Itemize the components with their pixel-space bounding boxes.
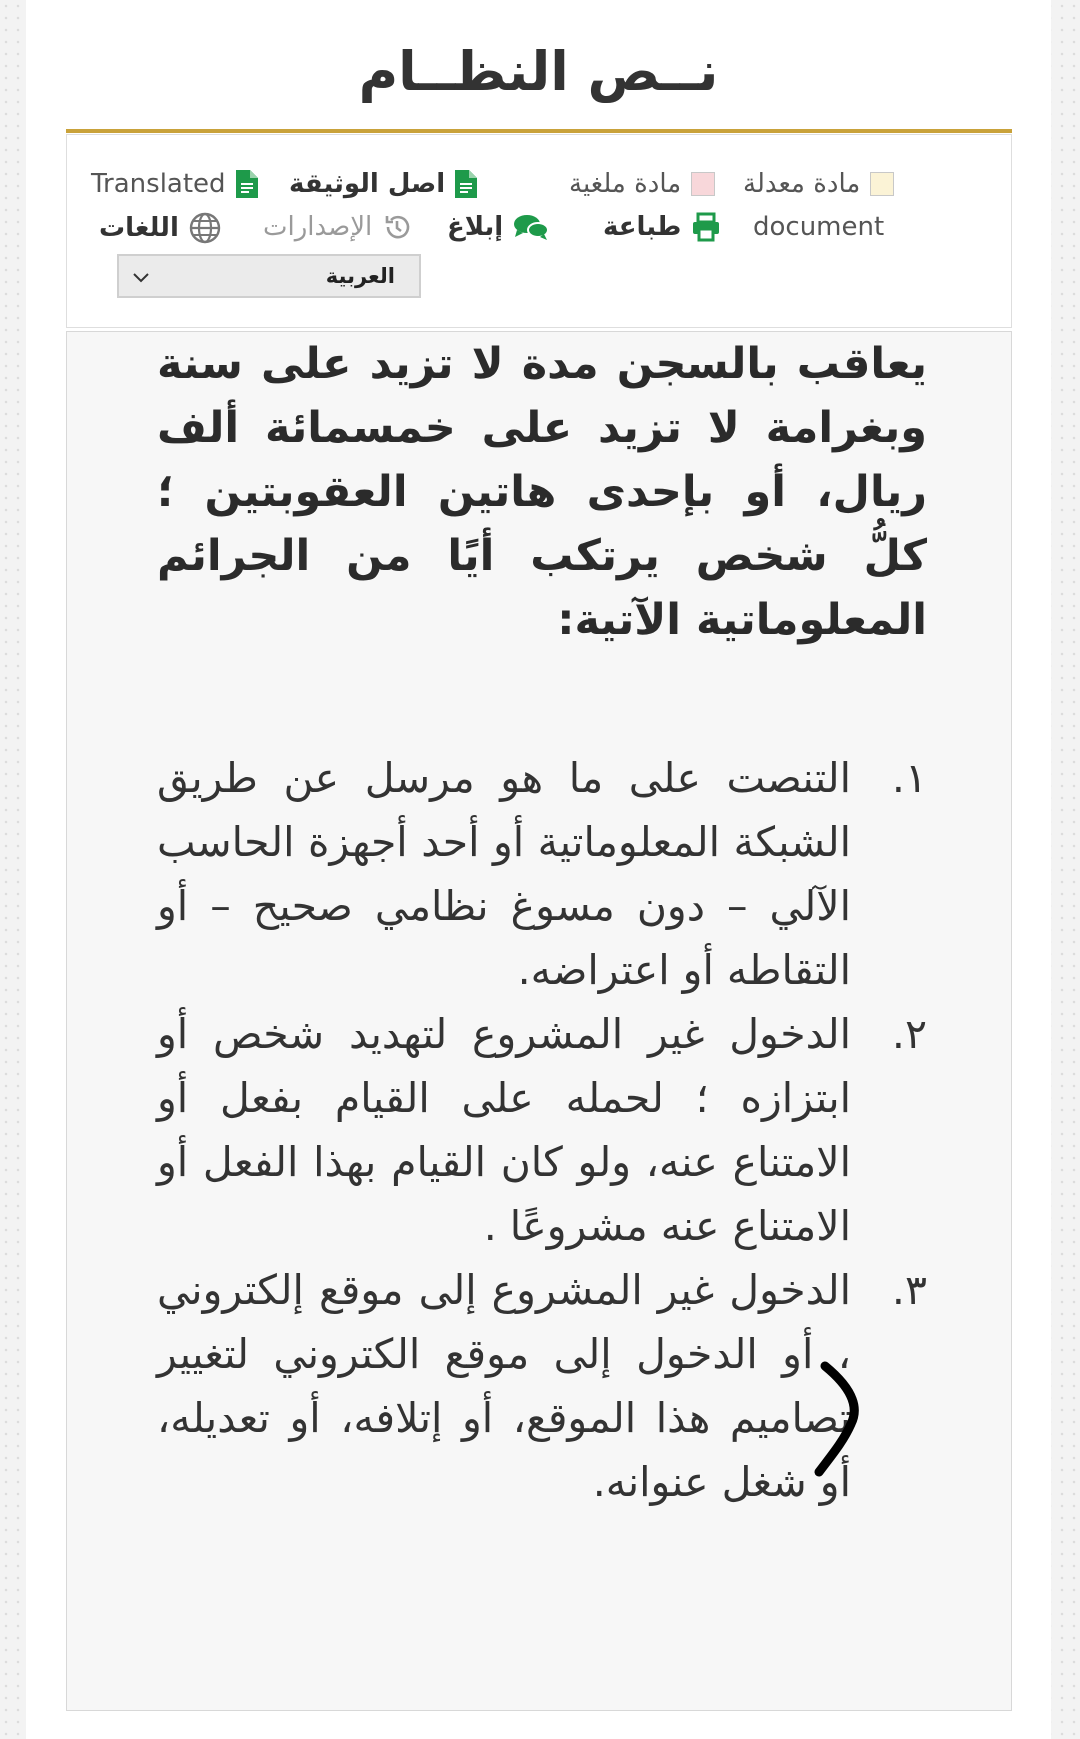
legend-repealed-label: مادة ملغية bbox=[569, 169, 682, 199]
legend-amended-label: مادة معدلة bbox=[743, 169, 861, 199]
list-item bbox=[157, 1002, 927, 1258]
handwritten-bracket-mark bbox=[811, 1360, 871, 1484]
versions-button[interactable] bbox=[263, 212, 412, 242]
translated-label: Translated bbox=[91, 169, 226, 199]
globe-icon bbox=[189, 212, 221, 244]
comments-icon bbox=[513, 213, 549, 241]
chevron-down-icon bbox=[133, 264, 149, 288]
language-select-value: العربية bbox=[325, 264, 395, 288]
languages-label: اللغات bbox=[99, 213, 179, 243]
report-button[interactable] bbox=[447, 212, 549, 242]
versions-label: الإصدارات bbox=[263, 212, 373, 242]
document-label: document bbox=[753, 212, 885, 242]
list-item bbox=[157, 746, 927, 1002]
document-icon bbox=[455, 170, 477, 198]
title-divider bbox=[66, 129, 1012, 133]
printer-icon bbox=[691, 212, 721, 242]
legend-amended bbox=[743, 169, 894, 199]
item-number: ١. bbox=[891, 754, 927, 802]
language-select[interactable] bbox=[117, 254, 421, 298]
document-icon bbox=[236, 170, 258, 198]
item-text: الدخول غير المشروع لتهديد شخص أو ابتزازه ؛ لحمله على القيام بفعل أو الامتناع عنه، ولو كان القيام بهذا الفعل أو الامتناع عنه مشروعًا . bbox=[157, 1010, 851, 1250]
article-content bbox=[66, 331, 1012, 1711]
legend-repealed bbox=[569, 169, 715, 199]
print-button[interactable] bbox=[603, 212, 721, 242]
report-label: إبلاغ bbox=[447, 212, 504, 242]
translated-link[interactable] bbox=[91, 169, 258, 199]
print-label: طباعة bbox=[603, 212, 682, 242]
item-text: التنصت على ما هو مرسل عن طريق الشبكة المعلوماتية أو أحد أجهزة الحاسب الآلي – دون مسوغ نظامي صحيح – أو التقاطه أو اعتراضه. bbox=[157, 754, 851, 994]
item-text: الدخول غير المشروع إلى موقع إلكتروني ، أو الدخول إلى موقع الكتروني لتغيير تصاميم هذا الموقع، أو إتلافه، أو تعديله، أو شغل عنوانه. bbox=[157, 1266, 851, 1506]
history-icon bbox=[382, 212, 412, 242]
article-intro: يعاقب بالسجن مدة لا تزيد على سنة وبغرامة لا تزيد على خمسمائة ألف ريال، أو بإحدى هاتين العقوبتين ؛ كلُّ شخص يرتكب أيًا من الجرائم المعلوماتية الآتية: bbox=[157, 339, 927, 645]
original-document-label: اصل الوثيقة bbox=[289, 169, 446, 199]
document-link[interactable] bbox=[753, 212, 884, 242]
item-number: ٢. bbox=[891, 1010, 927, 1058]
original-document-link[interactable] bbox=[289, 169, 477, 199]
document-toolbar bbox=[66, 134, 1012, 328]
repealed-swatch bbox=[691, 172, 715, 196]
languages-menu[interactable] bbox=[99, 212, 221, 244]
item-number: ٣. bbox=[891, 1266, 927, 1314]
amended-swatch bbox=[870, 172, 894, 196]
page-title: نــص النظــام bbox=[358, 40, 719, 103]
page bbox=[26, 0, 1051, 1739]
